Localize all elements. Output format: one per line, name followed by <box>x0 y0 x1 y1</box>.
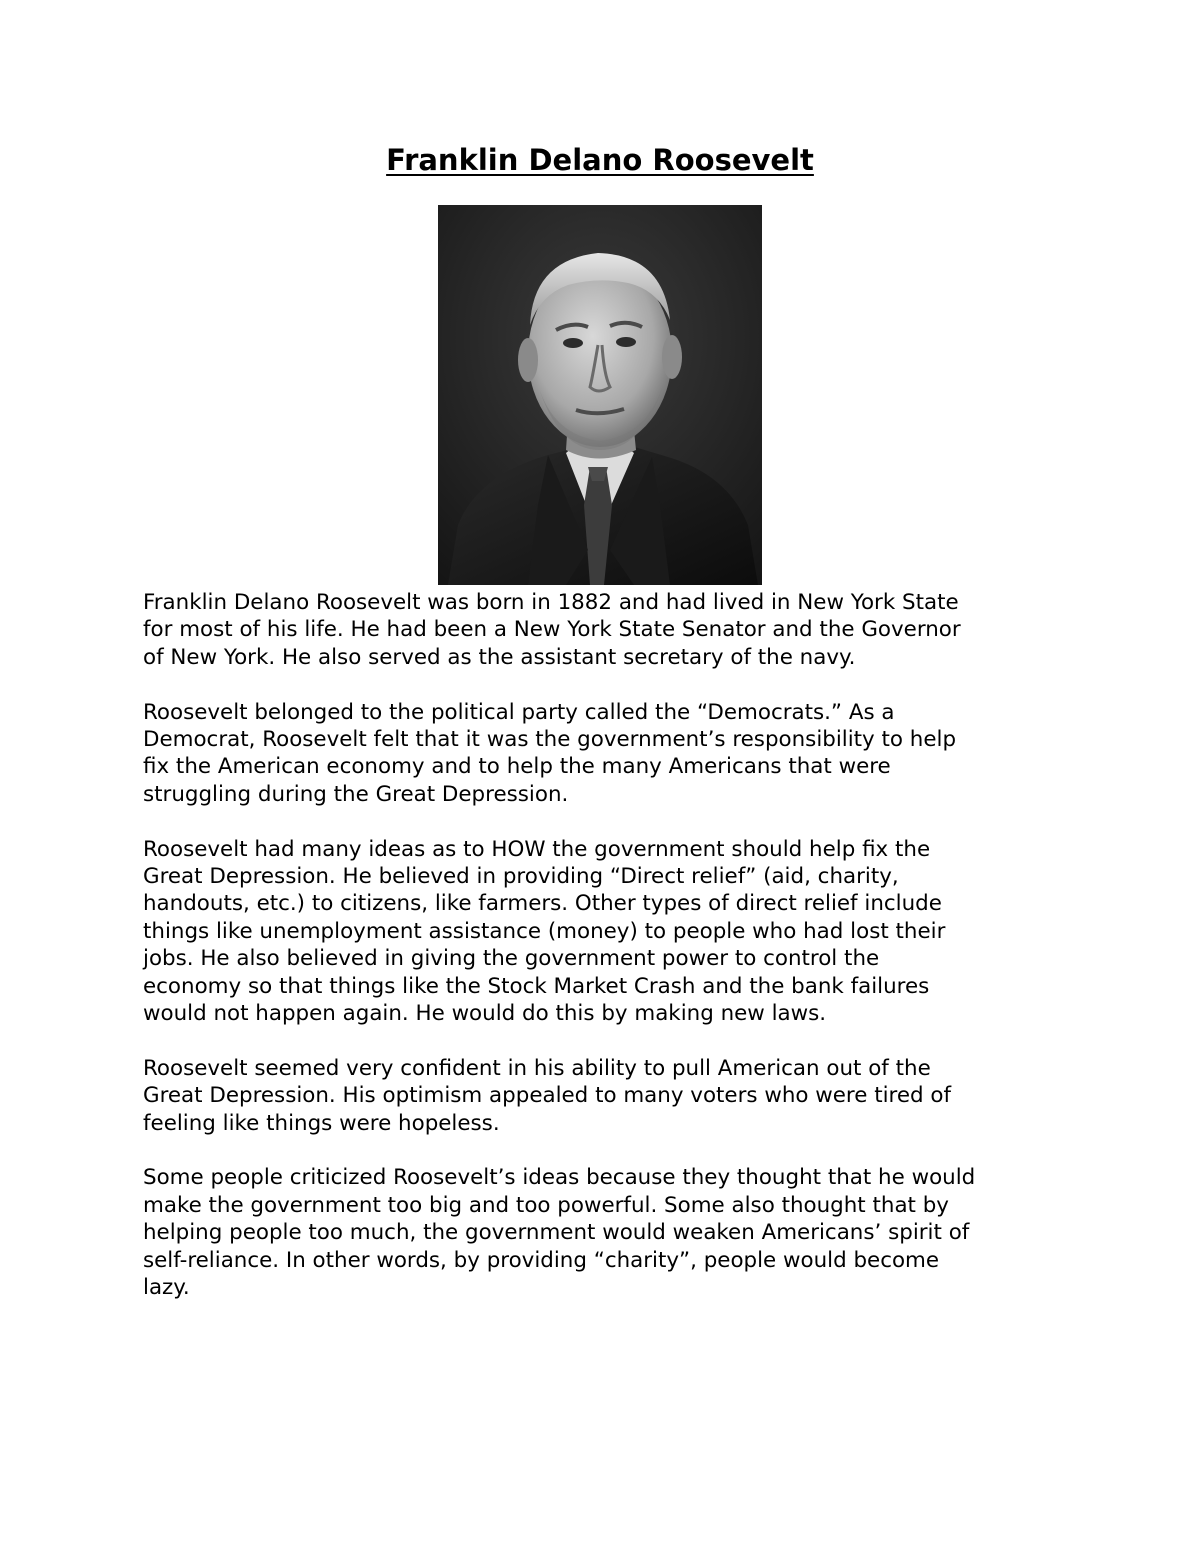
body-text <box>143 589 1073 1329</box>
paragraph-1: Franklin Delano Roosevelt was born in 1882 and had lived in New York State for most of his life. He had been a New York State Senator and the Governor of New York. He also served as the assistant secretary of the navy. <box>143 590 961 670</box>
paragraph-3: Roosevelt had many ideas as to HOW the government should help fix the Great Depression. He believed in providing “Direct relief” (aid, charity, handouts, etc.) to citizens, like farmers. Other types of direct relief include things like unemployment assistance (money) to people who had lost their jobs. He also believed in giving the government power to control the economy so that things like the Stock Market Crash and the bank failures would not happen again. He would do this by making new laws. <box>143 836 946 1027</box>
page-title: Franklin Delano Roosevelt <box>386 143 814 177</box>
paragraph-5: Some people criticized Roosevelt’s ideas because they thought that he would make the government too big and too powerful. Some also thought that by helping people too much, the government would weaken Americans’ spirit of self-reliance. In other words, by providing “charity”, people would become lazy. <box>143 1165 976 1301</box>
paragraph-2: Roosevelt belonged to the political party called the “Democrats.” As a Democrat, Roosevelt felt that it was the government’s responsibility to help fix the American economy and to help the many Americans that were struggling during the Great Depression. <box>143 699 957 807</box>
portrait-illustration <box>438 205 762 585</box>
paragraph-4: Roosevelt seemed very confident in his ability to pull American out of the Great Depression. His optimism appealed to many voters who were tired of feeling like things were hopeless. <box>143 1055 952 1136</box>
portrait-photo <box>438 205 762 585</box>
